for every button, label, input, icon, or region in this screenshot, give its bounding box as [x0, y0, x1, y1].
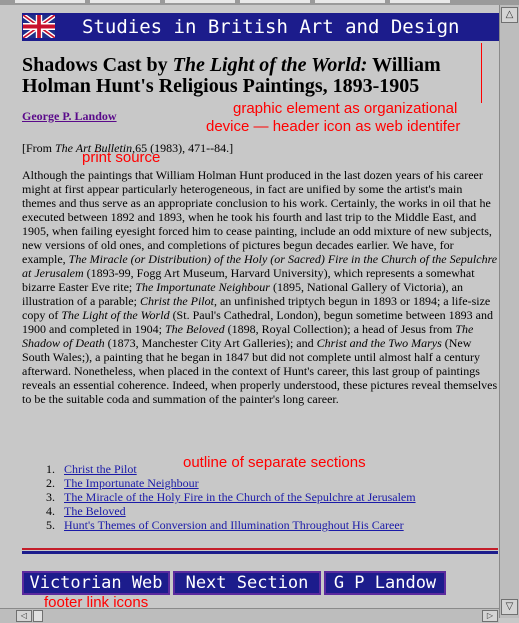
- union-jack-flag-icon: [23, 15, 55, 38]
- section-outline: [22, 462, 492, 532]
- title-italic: The Light of the World:: [172, 54, 368, 76]
- source-journal: The Art Bulletin: [55, 141, 133, 155]
- outline-link-christ-the-pilot[interactable]: Christ the Pilot: [64, 462, 137, 476]
- horizontal-scrollbar[interactable]: [0, 608, 499, 623]
- outline-link-the-beloved[interactable]: The Beloved: [64, 504, 126, 518]
- annotation-footer-icons: footer link icons: [44, 594, 149, 608]
- para-text: (1893-99, Fogg Art Museum, Harvard University), which represents a somewhat bizarre Easter Eve rite;: [22, 266, 475, 294]
- arrow-down-icon[interactable]: ▽: [501, 599, 518, 615]
- scroll-thumb[interactable]: [33, 610, 43, 622]
- annotation-pointer-line: [481, 43, 482, 103]
- list-item: [22, 518, 492, 532]
- page-content: [0, 5, 499, 608]
- para-text: (1895, National Gallery of Victoria), an illustration of a parable;: [22, 280, 463, 308]
- outline-link-hunts-themes[interactable]: Hunt's Themes of Conversion and Illumination Throughout His Career: [64, 518, 404, 532]
- painting-title: The Beloved: [164, 322, 225, 336]
- victorian-web-button[interactable]: Victorian Web: [22, 571, 170, 595]
- painting-title: The Light of the World: [61, 308, 170, 322]
- intro-paragraph: [22, 168, 498, 406]
- painting-title: The Miracle (or Distribution) of the Holy (or Sacred) Fire in the Church of the Sepulchre at Jerusalem: [22, 252, 498, 280]
- next-section-button[interactable]: Next Section: [173, 571, 321, 595]
- arrow-up-icon[interactable]: △: [501, 7, 518, 23]
- para-text: (St. Paul's Cathedral, London), begun sometime between 1893 and 1900 and completed in 1904;: [22, 308, 493, 336]
- annotation-outline-sections: outline of separate sections: [183, 454, 366, 471]
- annotation-print-source: print source: [82, 149, 161, 166]
- source-suffix: ,65 (1983), 471--84.]: [132, 141, 234, 155]
- page-title: [22, 55, 497, 97]
- site-banner[interactable]: [22, 13, 499, 41]
- list-number: 1.: [46, 462, 55, 476]
- list-number: 3.: [46, 490, 55, 504]
- para-text: (1898, Royal Collection); a head of Jesus from: [224, 322, 456, 336]
- outline-link-importunate-neighbour[interactable]: The Importunate Neighbour: [64, 476, 199, 490]
- banner-title: Studies in British Art and Design: [82, 16, 460, 38]
- section-divider: [22, 548, 498, 554]
- para-text: (1873, Manchester City Art Galleries); and: [104, 336, 317, 350]
- annotation-graphic-element-1: graphic element as organizational: [233, 100, 458, 117]
- author-link[interactable]: George P. Landow: [22, 109, 117, 123]
- list-number: 2.: [46, 476, 55, 490]
- list-item: [22, 504, 492, 518]
- painting-title: Christ the Pilot: [139, 294, 214, 308]
- para-text: Although the paintings that William Holman Hunt produced in the last dozen years of his career might at first appear particularly heterogeneous, in fact are unified by some the artist's main themes and thus serve as an appropriate conclusion to his work. Certainly, the works in oil that he executed between 1892 and 1893, when he took his fourth and last trip to the Middle East, and 1905, when failing eyesight forced him to cease painting, include an odd mixture of new subjects, new versions of old ones, and completions of pictures begun decades earlier. We have, for example,: [22, 168, 492, 266]
- source-prefix: [From: [22, 141, 55, 155]
- list-item: [22, 476, 492, 490]
- gp-landow-button[interactable]: G P Landow: [324, 571, 446, 595]
- arrow-left-icon[interactable]: ◁: [16, 610, 32, 622]
- annotation-graphic-element-2: device — header icon as web identifer: [206, 118, 461, 135]
- painting-title: The Importunate Neighbour: [135, 280, 270, 294]
- title-suffix: William Holman Hunt's Religious Paintings, 1893-1905: [22, 54, 441, 97]
- title-prefix: Shadows Cast by: [22, 54, 173, 76]
- outline-link-miracle-holy-fire[interactable]: The Miracle of the Holy Fire in the Church of the Sepulchre at Jerusalem: [64, 490, 416, 504]
- list-item: [22, 490, 492, 504]
- painting-title: The Shadow of Death: [22, 322, 474, 350]
- vertical-scrollbar[interactable]: [499, 5, 519, 618]
- para-text: (New South Wales;), a painting that he began in 1847 but did not complete until almost half a century afterward. Nonetheless, when placed in the context of Hunt's career, this last group of paintings reveals an essential coherence. Indeed, when properly understood, these pictures reveal themselves to be the suitable coda and summation of the painter's long career.: [22, 336, 498, 406]
- para-text: , an unfinished triptych begun in 1893 or 1894; a life-size copy of: [22, 294, 491, 322]
- painting-title: Christ and the Two Marys: [316, 336, 442, 350]
- arrow-right-icon[interactable]: ▷: [482, 610, 498, 622]
- list-number: 4.: [46, 504, 55, 518]
- list-number: 5.: [46, 518, 55, 532]
